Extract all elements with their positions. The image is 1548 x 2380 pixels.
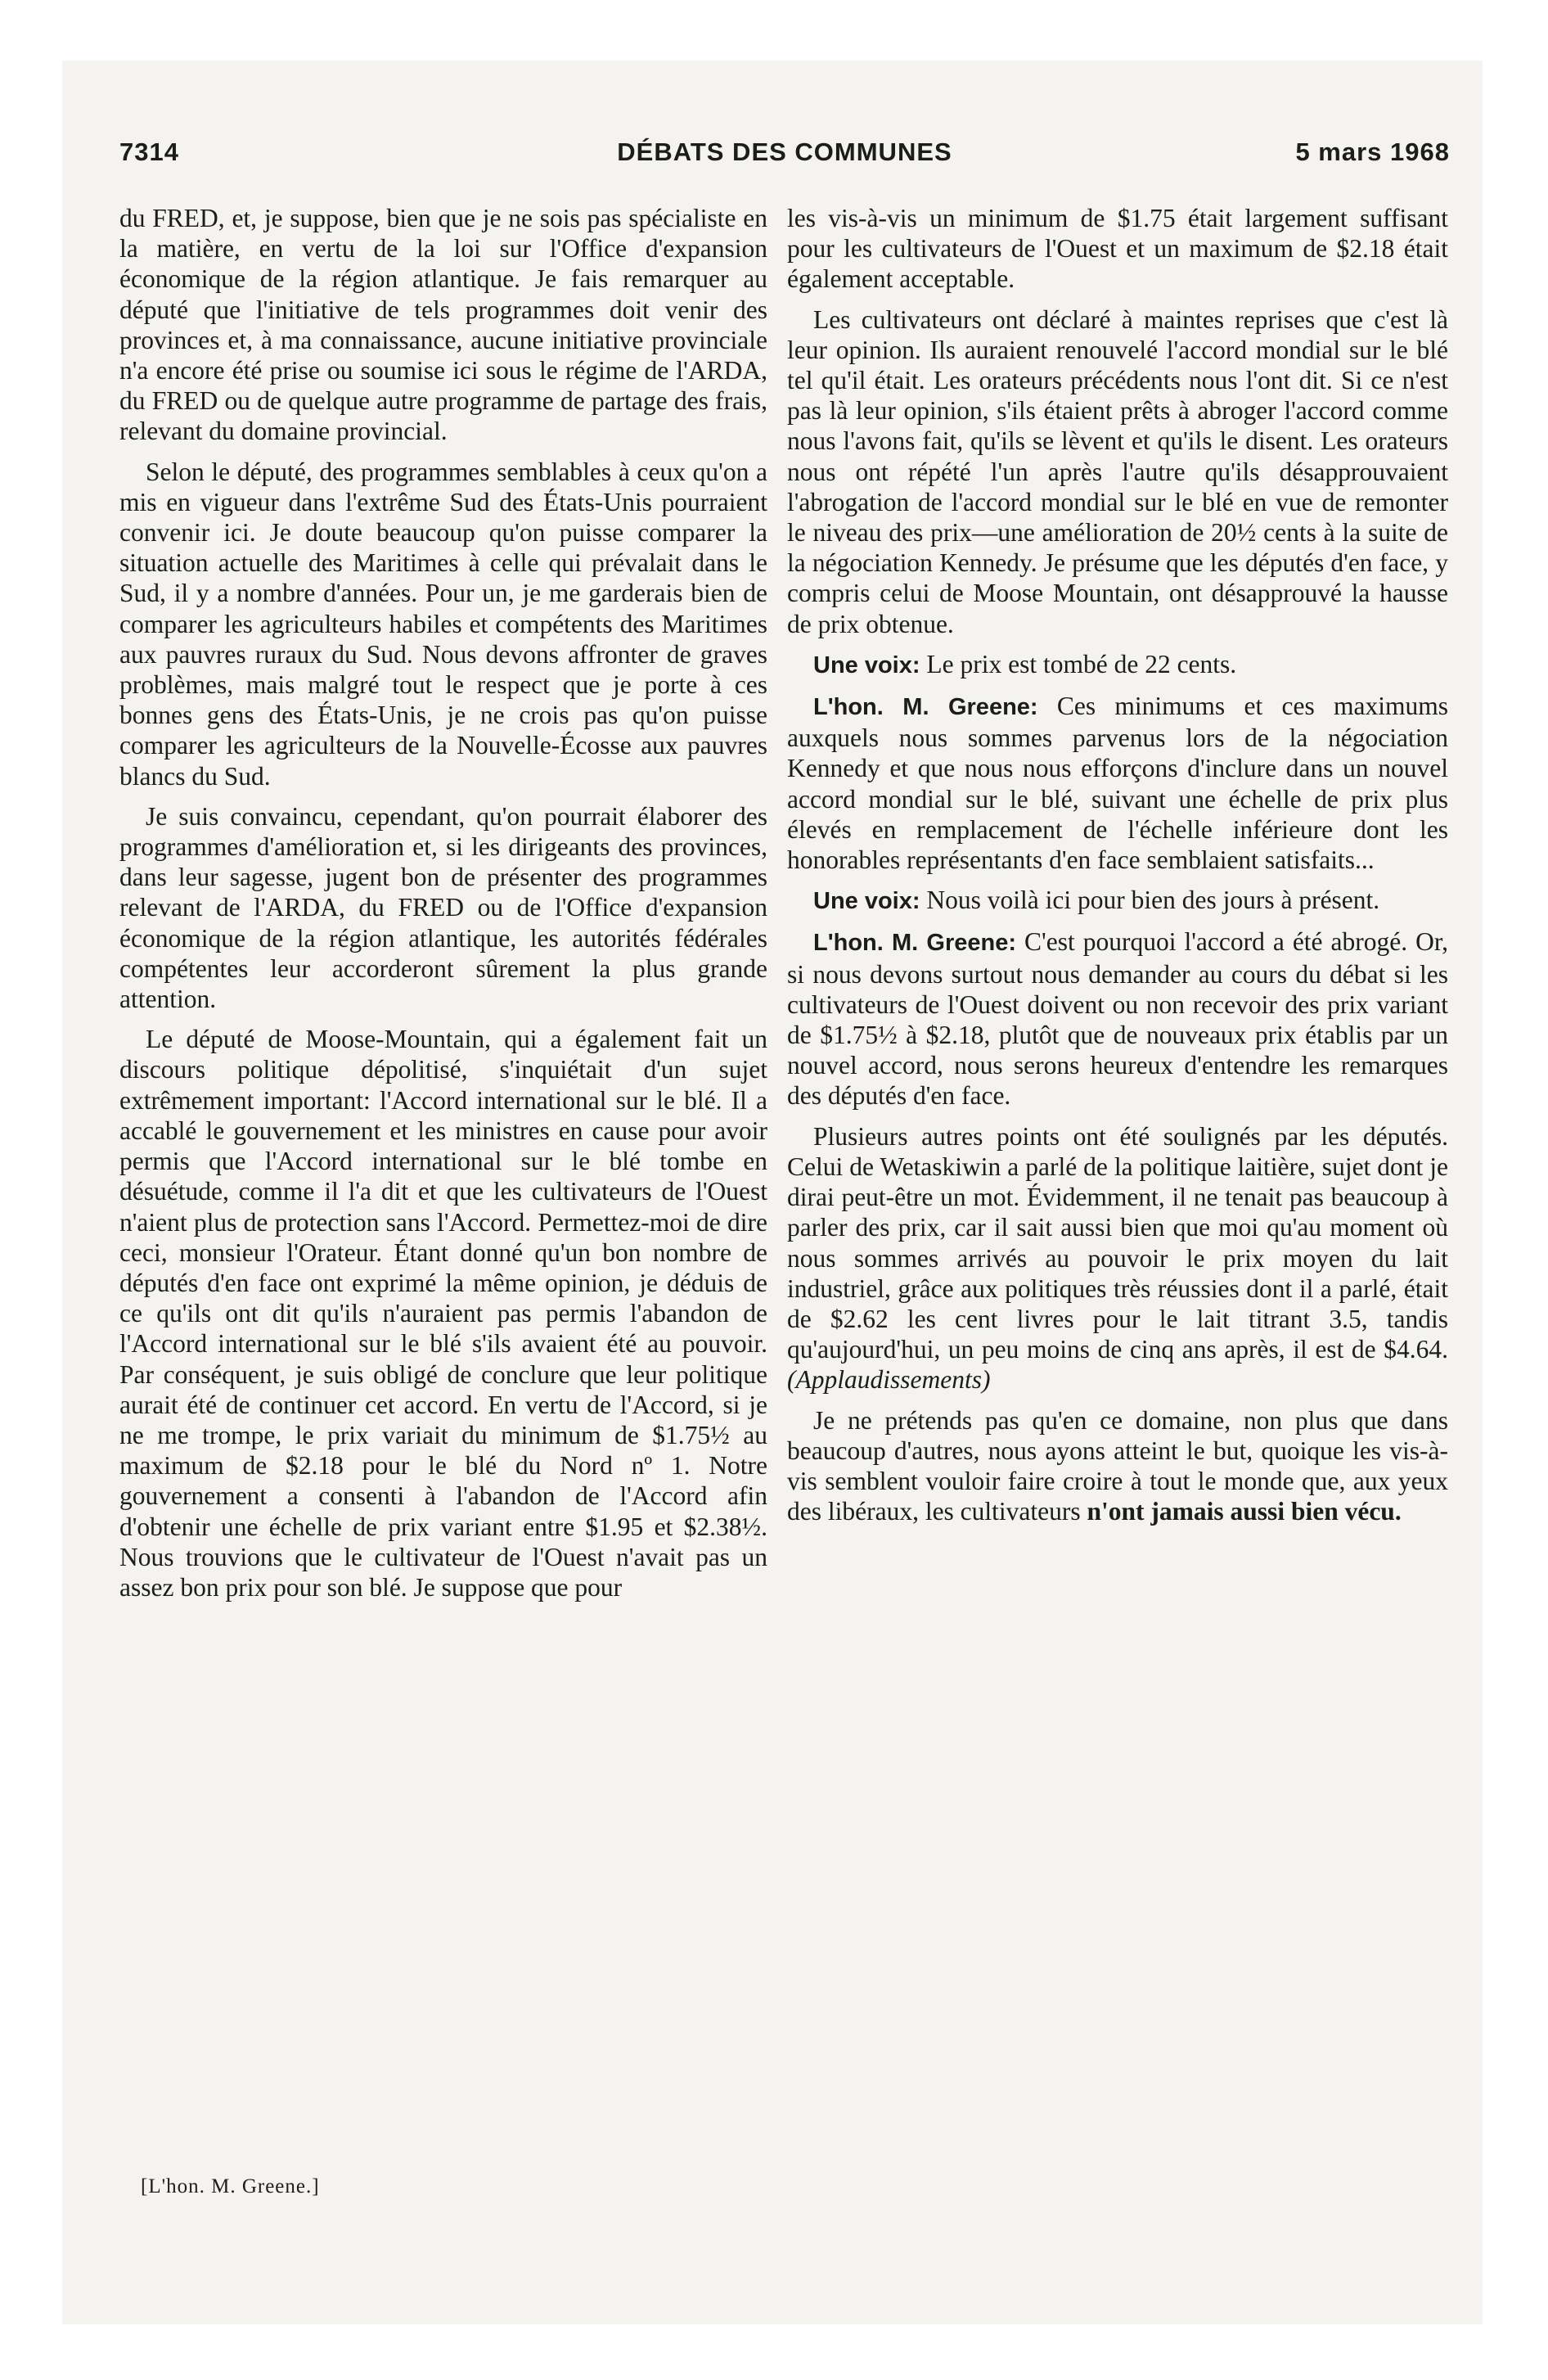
issue-date: 5 mars 1968 [1295, 137, 1450, 166]
paragraph: Je suis convaincu, cependant, qu'on pourrait élaborer des programmes d'amélioration et, si les dirigeants des provinces, dans leur sagesse, jugent bon de présenter des programmes relevant de l'ARDA, du FRED ou de l'Office d'expansion économique de la région atlantique, les autorités fédérales compétentes leur accorderont sûrement la plus grande attention. [119, 801, 767, 1014]
left-column [119, 203, 767, 1612]
paragraph [787, 1121, 1448, 1395]
speech-paragraph [787, 926, 1448, 1111]
paragraph: Selon le député, des programmes semblables à ceux qu'on a mis en vigueur dans l'extrême Sud des États-Unis pourraient convenir ici. Je doute beaucoup qu'on puisse comparer la situation actuelle des Maritimes à celle qui prévalait dans le Sud, il y a nombre d'années. Pour un, je me garderais bien de comparer les agriculteurs habiles et compétents des Maritimes aux pauvres ruraux du Sud. Nous devons affronter de graves problèmes, mais malgré tout le respect que je porte à ces bonnes gens des États-Unis, je ne crois pas qu'on puisse comparer les agriculteurs de la Nouvelle-Écosse aux pauvres blancs du Sud. [119, 457, 767, 791]
speech-text: Nous voilà ici pour bien des jours à présent. [920, 886, 1380, 915]
page-header [119, 137, 1450, 174]
applause-note: (Applaudissements) [787, 1365, 991, 1395]
paragraph: du FRED, et, je suppose, bien que je ne sois pas spécialiste en la matière, en vertu de la loi sur l'Office d'expansion économique de la région atlantique. Je fais remarquer au député que l'initiative de tels programmes doit venir des provinces et, à ma connaissance, aucune initiative provinciale n'a encore été prise ou soumise ici sous le régime de l'ARDA, du FRED ou de quelque autre programme de partage des frais, relevant du domaine provincial. [119, 204, 767, 446]
page-number: 7314 [119, 137, 179, 166]
paragraph: les vis-à-vis un minimum de $1.75 était largement suffisant pour les cultivateurs de l'Ouest et un maximum de $2.18 était également acceptable. [787, 204, 1448, 294]
speech-paragraph [787, 649, 1448, 681]
speaker-name: Une voix: [813, 651, 920, 678]
paragraph-text: Je ne prétends pas qu'en ce domaine, non plus que dans beaucoup d'autres, nous ayons atteint le but, quoique les vis-à-vis semblent vouloir faire croire à tout le monde que, aux yeux des libéraux, les cultivateurs [787, 1405, 1448, 1526]
paragraph: Le député de Moose-Mountain, qui a également fait un discours politique dépolitisé, s'inquiétait d'un sujet extrêmement important: l'Accord international sur le blé. Il a accablé le gouvernement et les ministres en cause pour avoir permis que l'Accord international sur le blé tombe en désuétude, comme il l'a dit et que les cultivateurs de l'Ouest n'aient plus de protection sans l'Accord. Permettez-moi de dire ceci, monsieur l'Orateur. Étant donné qu'un bon nombre de députés d'en face ont exprimé la même opinion, je déduis de ce qu'ils ont dit qu'ils n'auraient pas permis l'abandon de l'Accord international sur le blé s'ils avaient été au pouvoir. Par conséquent, je suis obligé de conclure que leur politique aurait été de continuer cet accord. En vertu de l'Accord, si je ne me trompe, le prix variait du minimum de $1.75½ au maximum de $2.18 pour le blé du Nord nº 1. Notre gouvernement a consenti à l'abandon de l'Accord afin d'obtenir une échelle de prix variant entre $1.95 et $2.38½. Nous trouvions que le cultivateur de l'Ouest n'avait pas un assez bon prix pour son blé. Je suppose que pour [119, 1025, 767, 1602]
paragraph-text: Plusieurs autres points ont été soulignés par les députés. Celui de Wetaskiwin a parlé de la politique laitière, sujet dont je dirai peut-être un mot. Évidemment, il ne tenait pas beaucoup à parler des prix, car il sait aussi bien que moi qu'au moment où nous sommes arrivés au pouvoir le prix moyen du lait industriel, grâce aux politiques très réussies dont il a parlé, était de $2.62 les cent livres pour le lait titrant 3.5, tandis qu'aujourd'hui, un peu moins de cinq ans après, il est de $4.64. [787, 1121, 1448, 1364]
speaker-name: L'hon. M. Greene: [813, 930, 1017, 957]
journal-title: DÉBATS DES COMMUNES [617, 137, 952, 166]
speech-text: Le prix est tombé de 22 cents. [920, 649, 1237, 678]
speaker-name: L'hon. M. Greene: [813, 694, 1038, 721]
speech-text: Ces minimums et ces maximums auxquels nous sommes parvenus lors de la négociation Kennedy et que nous nous efforçons d'inclure dans un nouvel accord mondial sur le blé, suivant une échelle de prix plus élevés en remplacement de l'échelle inférieure dont les honorables représentants d'en face semblaient satisfaits... [787, 692, 1448, 875]
speech-text: C'est pourquoi l'accord a été abrogé. Or, si nous devons surtout nous demander au cours du débat si les cultivateurs de l'Ouest doivent ou non recevoir des prix variant de $1.75½ à $2.18, plutôt que de nouveaux prix établis par un nouvel accord, nous serons heureux d'entendre les remarques des députés d'en face. [787, 927, 1448, 1111]
speech-paragraph [787, 885, 1448, 917]
bold-text: n'ont jamais aussi bien vécu. [1087, 1497, 1402, 1526]
paragraph: Les cultivateurs ont déclaré à maintes reprises que c'est là leur opinion. Ils auraient renouvelé l'accord mondial sur le blé tel qu'il était. Les orateurs précédents nous l'ont dit. Si ce n'est pas là leur opinion, s'ils étaient prêts à abroger l'accord comme nous l'avons fait, qu'ils se lèvent et qu'ils le disent. Les orateurs nous ont répété l'un après l'autre qu'ils désapprouvaient l'abrogation de l'accord mondial sur le blé en vue de remonter le niveau des prix—une amélioration de 20½ cents à la suite de la négociation Kennedy. Je présume que les députés d'en face, y compris celui de Moose Mountain, ont désapprouvé la hausse de prix obtenue. [787, 304, 1448, 638]
paragraph [787, 1405, 1448, 1527]
speech-paragraph [787, 691, 1448, 875]
speaker-attribution: [L'hon. M. Greene.] [141, 2175, 320, 2197]
speaker-name: Une voix: [813, 888, 920, 915]
right-column [787, 203, 1448, 1536]
